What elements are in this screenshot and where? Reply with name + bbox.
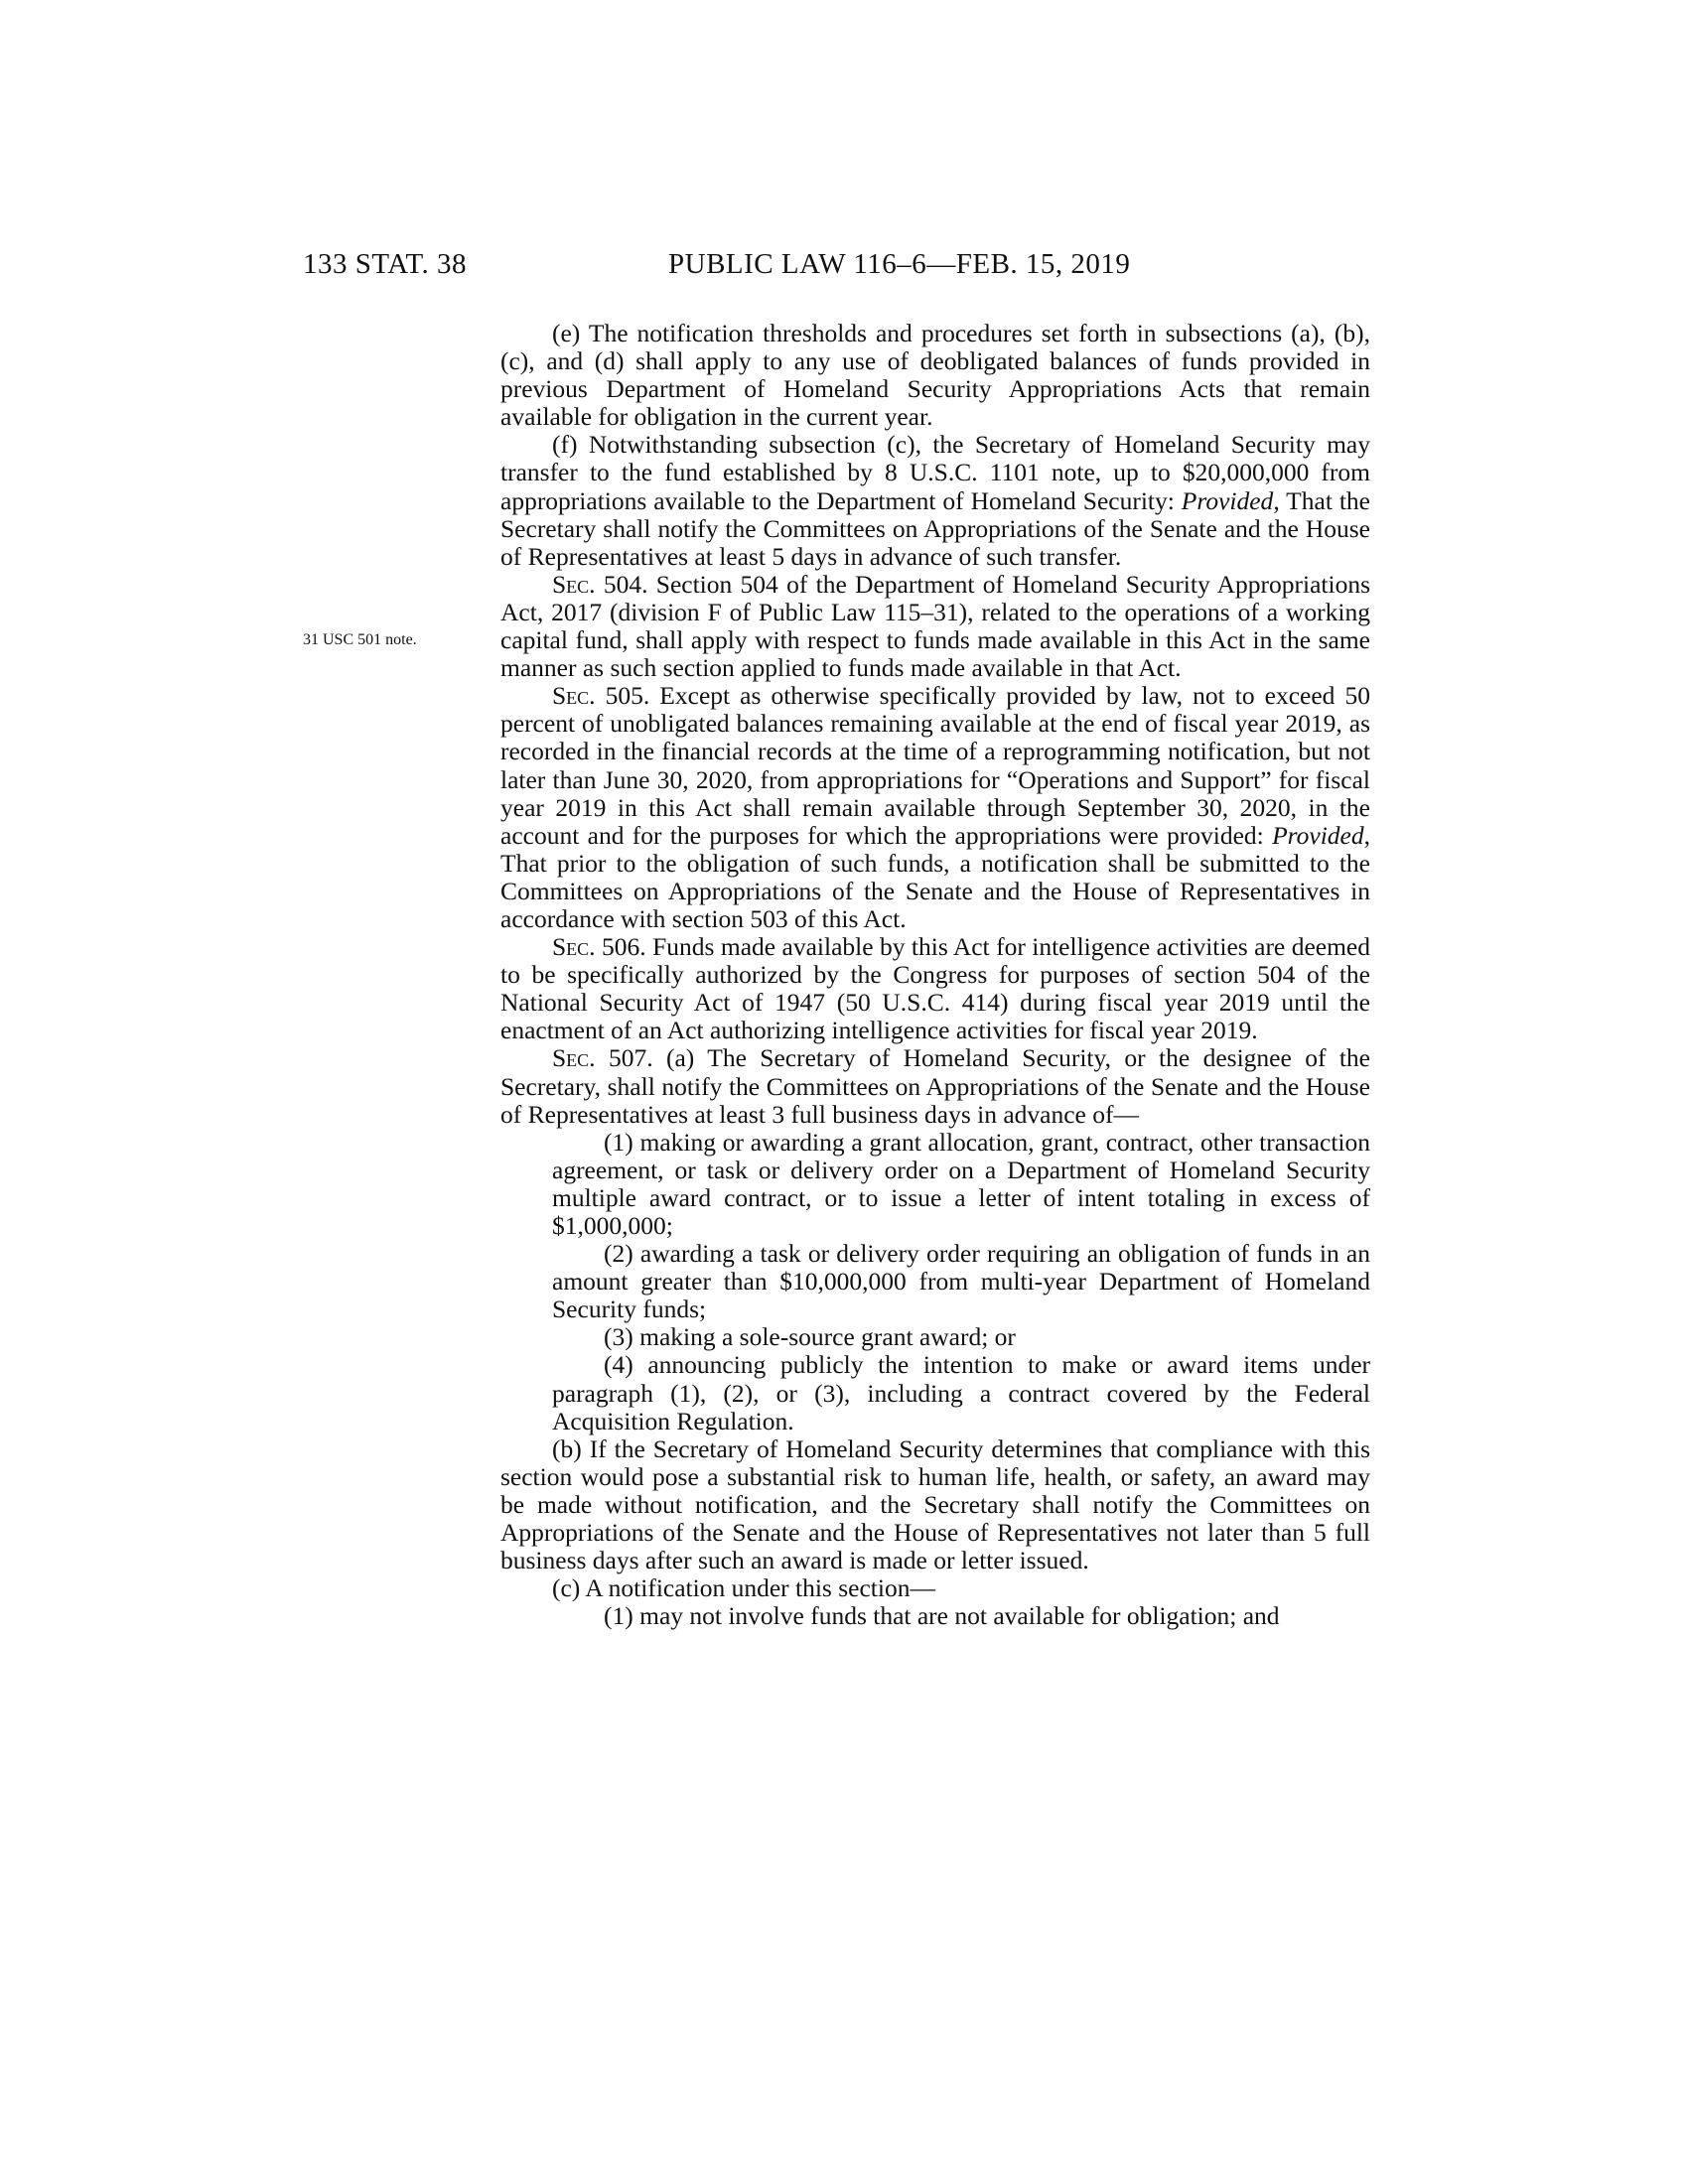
running-head: PUBLIC LAW 116–6—FEB. 15, 2019 [668,248,1131,280]
section-505-text-a: Except as otherwise specifically provided by law, not to exceed 50 percent of unobligated balances remaining available at the end of fiscal year 2019, as recorded in the financial records at the time of a reprogramming notification, but not later than June 30, 2020, from appropriations for “Operations and Support” for fiscal year 2019 in this Act shall remain available through September 30, 2020, in the account and for the purposes for which the appropriations were provided: [500,681,1370,850]
section-505-text-b: , That prior to the obligation of such funds, a notification shall be submitted to the Committees on Appropriations of the Senate and the House of Representatives in accordance with section 503 of this Act. [500,820,1370,933]
section-505-label: Sec. 505. [552,681,650,711]
paragraph-f [500,431,1370,570]
list-item-1: (1) making or awarding a grant allocation, grant, contract, other transaction agreement, or task or delivery order on a Department of Homeland Security multiple award contract, or to issue a letter of intent totaling in excess of $1,000,000; [552,1127,1370,1240]
paragraph-b: (b) If the Secretary of Homeland Security determines that compliance with this section would pose a substantial risk to human life, health, or safety, an award may be made without notification, and the Secretary shall notify the Committees on Appropriations of the Senate and the House of Representatives not later than 5 full business days after such an award is made or letter issued. [500,1433,1370,1575]
section-506-label: Sec. 506. [552,932,646,962]
paragraph-c-item-1: (1) may not involve funds that are not available for obligation; and [604,1601,1280,1631]
provided-italic: Provided [1181,485,1274,515]
section-507 [500,1044,1370,1128]
section-504-text: Section 504 of the Department of Homeland Security Appropriations Act, 2017 (division F of Public Law 115–31), related to the operations of a working capital fund, shall apply with respect to funds made available in this Act in the same manner as such section applied to funds made available in that Act. [500,569,1370,683]
section-506-text: Funds made available by this Act for intelligence activities are deemed to be specifically authorized by the Congress for purposes of section 504 of the National Security Act of 1947 (50 U.S.C. 414) during fiscal year 2019 until the enactment of an Act authorizing intelligence activities for fiscal year 2019. [500,932,1370,1045]
page-header [0,248,1688,288]
section-507-label: Sec. 507. [552,1043,653,1073]
section-506 [500,933,1370,1044]
section-505 [500,682,1370,933]
section-507-text: (a) The Secretary of Homeland Security, or the designee of the Secretary, shall notify the Committees on Appropriations of the Senate and the House of Representatives at least 3 full business days in advance of— [500,1043,1370,1129]
paragraph-f-text-b: , That the Secretary shall notify the Committees on Appropriations of the Senate and the House of Representatives at least 5 days in advance of such transfer. [500,485,1370,571]
section-504-label: Sec. 504. [552,569,648,599]
body-text [500,320,1370,1630]
paragraph-f-text-a: (f) Notwithstanding subsection (c), the Secretary of Homeland Security may transfer to the fund established by 8 U.S.C. 1101 note, up to $20,000,000 from appropriations available to the Department of Homeland Security: [500,430,1370,515]
list-item-2: (2) awarding a task or delivery order requiring an obligation of funds in an amount greater than $10,000,000 from multi-year Department of Homeland Security funds; [552,1239,1370,1324]
list-item-3: (3) making a sole-source grant award; or [604,1322,1016,1352]
page-number: 133 STAT. 38 [303,248,468,280]
paragraph-c: (c) A notification under this section— [552,1573,935,1603]
provided-italic: Provided [1272,820,1364,850]
list-item-4: (4) announcing publicly the intention to make or award items under paragraph (1), (2), or (3), including a contract covered by the Federal Acquisition Regulation. [552,1350,1370,1435]
margin-note: 31 USC 501 note. [303,631,417,648]
section-504 [500,571,1370,682]
paragraph-e: (e) The notification thresholds and procedures set forth in subsections (a), (b), (c), and (d) shall apply to any use of deobligated balances of funds provided in previous Department of Homeland Security Appropriations Acts that remain available for obligation in the current year. [500,319,1370,432]
